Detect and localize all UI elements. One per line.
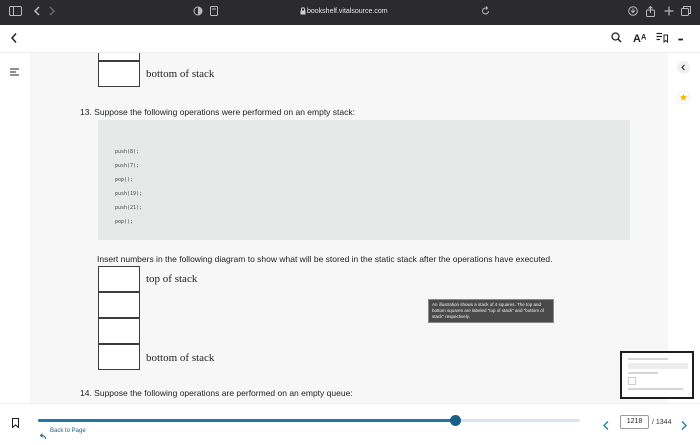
code-line: push(19); xyxy=(115,191,143,197)
stack-square xyxy=(98,266,140,292)
browser-toolbar xyxy=(0,0,700,25)
instruction-text: Insert numbers in the following diagram to show what will be stored in the static stack after the operations have executed. xyxy=(97,254,553,264)
bottom-bar xyxy=(0,403,700,438)
back-arrow-icon[interactable] xyxy=(39,427,46,445)
code-line: push(21); xyxy=(115,205,143,211)
page-number-input[interactable]: 1218 xyxy=(620,415,649,429)
stack-square xyxy=(98,61,140,87)
progress-handle[interactable] xyxy=(450,415,461,426)
chevron-left-icon[interactable] xyxy=(33,6,41,20)
progress-track[interactable] xyxy=(38,419,580,422)
share-icon[interactable] xyxy=(646,6,655,21)
top-of-stack-label: top of stack xyxy=(146,273,198,285)
star-icon[interactable] xyxy=(677,91,690,109)
left-rail xyxy=(0,53,30,403)
download-icon[interactable] xyxy=(628,6,638,20)
chevron-right-icon[interactable] xyxy=(48,6,56,20)
more-icon[interactable]: ••• xyxy=(678,37,683,44)
font-size-icon[interactable]: Aᴬ xyxy=(633,33,647,45)
collapse-panel-icon[interactable] xyxy=(677,61,690,74)
bottom-of-stack-label: bottom of stack xyxy=(146,68,215,80)
back-to-page-link[interactable]: Back to Page xyxy=(50,428,86,434)
page-thumbnail[interactable] xyxy=(620,351,694,399)
bookmark-list-icon[interactable] xyxy=(656,32,668,47)
stack-square xyxy=(98,292,140,318)
tabs-icon[interactable] xyxy=(681,6,691,20)
back-chevron-icon[interactable] xyxy=(10,32,18,48)
code-line: push(8); xyxy=(115,149,140,155)
reload-icon[interactable] xyxy=(481,6,490,20)
search-icon[interactable] xyxy=(611,32,622,47)
question-13-text: 13. Suppose the following operations were performed on an empty stack: xyxy=(80,107,355,117)
code-block xyxy=(98,120,630,240)
toc-menu-icon[interactable] xyxy=(10,63,19,81)
next-page-icon[interactable] xyxy=(681,417,687,435)
plus-icon[interactable] xyxy=(664,6,674,20)
address-bar[interactable]: bookshelf.vitalsource.com xyxy=(307,8,388,15)
code-line: push(7); xyxy=(115,163,140,169)
stack-square xyxy=(98,344,140,370)
progress-fill xyxy=(38,419,455,422)
stack-square xyxy=(98,53,140,61)
code-line: pop(); xyxy=(115,177,134,183)
reader-toolbar xyxy=(0,25,700,53)
bookmark-icon[interactable] xyxy=(12,415,19,433)
book-page xyxy=(30,53,668,403)
image-description-tooltip: An illustration shows a stack of 4 squares. The top and bottom squares are labeled “top of stack” and “bottom of stack” respectively. xyxy=(428,299,554,323)
lock-icon xyxy=(300,7,306,19)
code-line: pop(); xyxy=(115,219,134,225)
shield-icon[interactable] xyxy=(193,6,203,20)
sidebar-icon[interactable] xyxy=(9,6,22,20)
tab-icon[interactable] xyxy=(210,6,218,20)
prev-page-icon[interactable] xyxy=(603,417,609,435)
stack-square xyxy=(98,318,140,344)
question-14-text: 14. Suppose the following operations are performed on an empty queue: xyxy=(80,388,353,398)
page-total: / 1344 xyxy=(652,419,672,426)
bottom-of-stack-label: bottom of stack xyxy=(146,352,215,364)
